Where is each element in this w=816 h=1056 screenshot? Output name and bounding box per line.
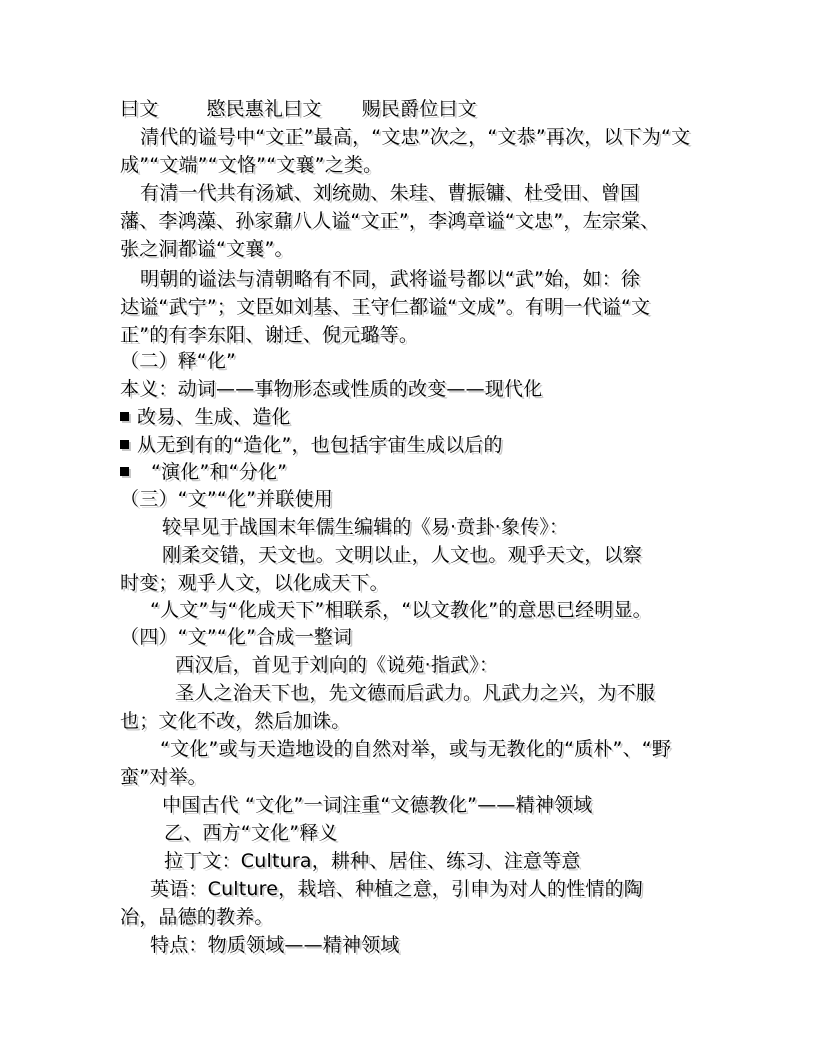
paragraph-line: 正”的有李东阳、谢迁、倪元璐等。 (120, 324, 419, 346)
square-bullet-icon (120, 412, 129, 421)
bullet-item (120, 459, 287, 485)
paragraph-line: “人文”与“化成天下”相联系，“以文教化”的意思已经明显。 (150, 599, 652, 621)
paragraph-line: 拉丁文：Cultura，耕种、居住、练习、注意等意 (164, 850, 581, 872)
quote-line: 圣人之治天下也，先文德而后武力。凡武力之兴，为不服 (175, 682, 656, 704)
quote-line: 时变；观乎人文，以化成天下。 (120, 572, 389, 594)
paragraph-line: 明朝的谥法与清朝略有不同，武将谥号都以“武”始，如：徐 (140, 268, 641, 290)
paragraph-line: 藩、李鸿藻、孙家鼐八人谥“文正”，李鸿章谥“文忠”，左宗棠、 (120, 210, 660, 232)
definition-1: 曰文 (120, 98, 159, 120)
paragraph-line: 西汉后，首见于刘向的《说苑·指武》： (175, 654, 499, 676)
bullet-item (120, 404, 291, 430)
paragraph-line: 达谥“武宁”；文臣如刘基、王守仁都谥“文成”。有明一代谥“文 (120, 296, 651, 318)
paragraph-line: 清代的谥号中“文正”最高，“文忠”次之，“文恭”再次，以下为“文 (140, 126, 691, 148)
paragraph-line: 英语：Culture，栽培、种植之意，引申为对人的性情的陶 (150, 878, 643, 900)
definition-2: 愍民惠礼曰文 (206, 98, 322, 120)
quote-line: 也；文化不改，然后加诛。 (120, 710, 351, 732)
summary-line: 特点：物质领域——精神领域 (150, 934, 400, 956)
bullet-text: 改易、生成、造化 (137, 406, 291, 428)
paragraph-line: 有清一代共有汤斌、刘统勋、朱珪、曹振镛、杜受田、曾国 (140, 182, 640, 204)
paragraph-line: 张之洞都谥“文襄”。 (120, 238, 294, 260)
definition-3: 赐民爵位曰文 (361, 98, 477, 120)
section-heading: 乙、西方“文化”释义 (164, 822, 338, 844)
posthumous-title-definitions (120, 96, 477, 122)
definition-line: 本义：动词——事物形态或性质的改变——现代化 (120, 378, 543, 400)
bullet-text: 从无到有的“造化”，也包括宇宙生成以后的 (137, 434, 503, 456)
paragraph-line: 蛮”对举。 (120, 766, 207, 788)
paragraph-line: 冶，品德的教养。 (120, 906, 274, 928)
section-heading: （三）“文”“化”并联使用 (120, 488, 333, 510)
square-bullet-icon (120, 467, 129, 476)
summary-line: 中国古代 “文化”一词注重“文德教化”——精神领域 (162, 794, 593, 816)
bullet-item (120, 432, 503, 458)
section-heading: （四）“文”“化”合成一整词 (120, 626, 353, 648)
paragraph-line: 成”“文端”“文恪”“文襄”之类。 (120, 154, 383, 176)
square-bullet-icon (120, 440, 129, 449)
paragraph-line: 较早见于战国末年儒生编辑的《易·贲卦·象传》： (162, 516, 569, 538)
paragraph-line: “文化”或与天造地设的自然对举，或与无教化的“质朴”、“野 (160, 738, 672, 760)
bullet-text: “演化”和“分化” (151, 461, 288, 483)
quote-line: 刚柔交错，天文也。文明以止，人文也。观乎天文，以察 (162, 544, 643, 566)
section-heading: （二）释“化” (120, 350, 237, 372)
